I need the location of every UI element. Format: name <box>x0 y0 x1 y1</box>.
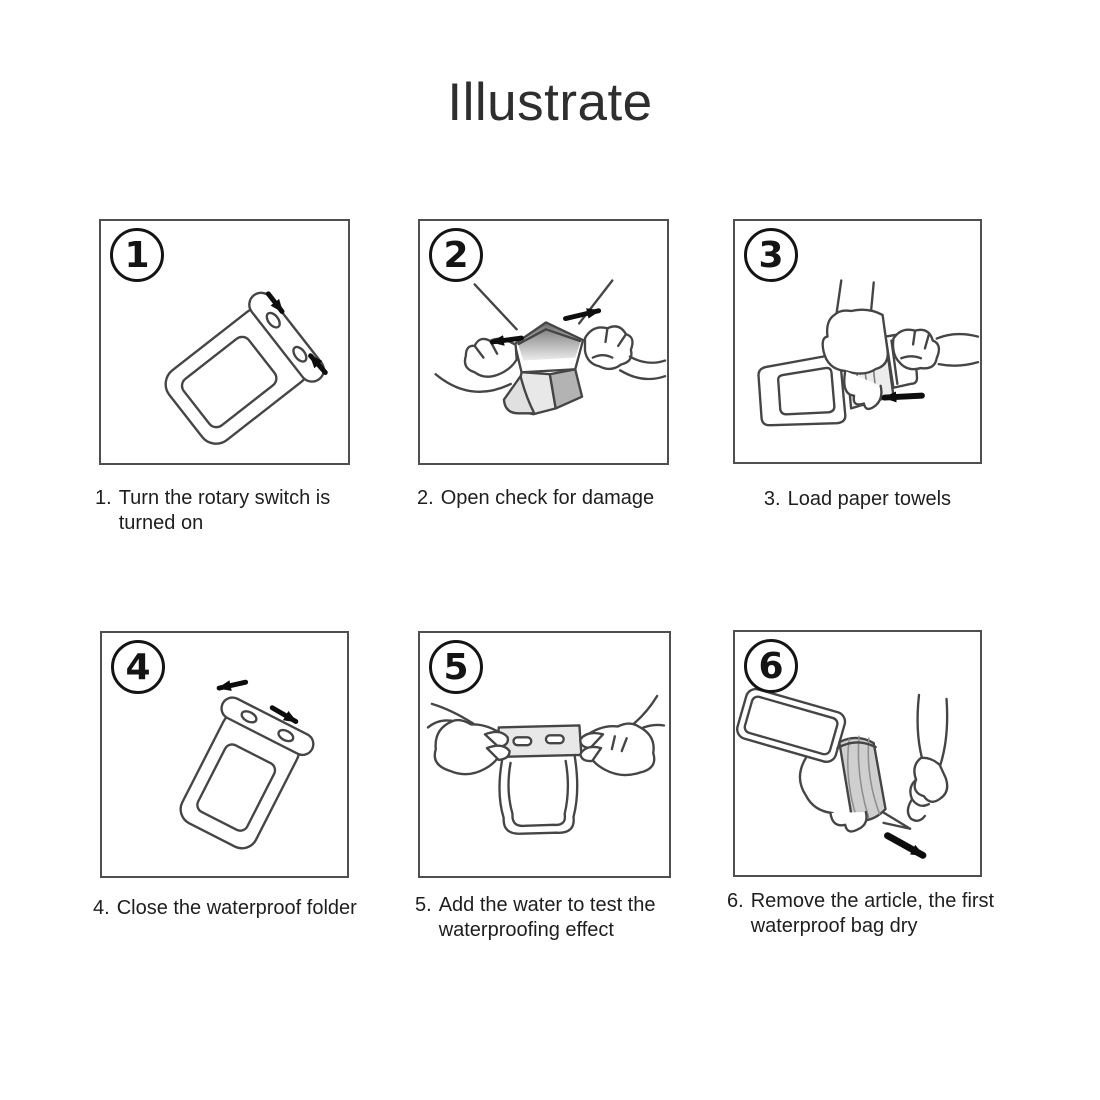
gathered-bag <box>839 738 885 821</box>
removed-item <box>735 687 847 764</box>
caption-step-4 <box>93 896 357 921</box>
left-hand <box>465 339 517 377</box>
caption-line: Remove the article, the first <box>750 890 995 912</box>
caption-step-5 <box>415 893 655 943</box>
caption-number: 3. <box>763 488 781 510</box>
caption-number: 2. <box>417 487 434 509</box>
caption-line: Load paper towels <box>787 488 952 510</box>
page-title: Illustrate <box>447 73 653 132</box>
left-hand <box>823 310 888 374</box>
step-number-badge: 3 <box>744 228 798 282</box>
direction-arrow-icon <box>219 682 246 688</box>
caption-step-1 <box>95 486 330 536</box>
lanyard-cord <box>475 284 517 329</box>
step-panel-5 <box>418 631 671 878</box>
caption-line: waterproofing effect <box>438 919 614 941</box>
step-number-badge: 1 <box>110 228 164 282</box>
caption-number: 1. <box>95 487 112 509</box>
caption-line: Turn the rotary switch is <box>118 487 331 509</box>
caption-step-3 <box>733 487 982 512</box>
direction-arrow-icon <box>565 311 598 319</box>
caption-line: waterproof bag dry <box>750 915 918 937</box>
step-panel-2 <box>418 219 669 465</box>
direction-arrow-icon <box>888 836 923 856</box>
caption-number: 4. <box>93 897 110 919</box>
step-panel-3 <box>733 219 982 464</box>
step-number-badge: 2 <box>429 228 483 282</box>
direction-arrow-icon <box>885 396 922 398</box>
step-panel-6 <box>733 630 982 877</box>
right-hand <box>914 758 947 802</box>
step-number-badge: 4 <box>111 640 165 694</box>
bag-edge <box>883 812 911 829</box>
step-panel-4 <box>100 631 349 878</box>
caption-step-6 <box>727 889 994 939</box>
caption-line: turned on <box>118 512 204 534</box>
step-panel-1 <box>99 219 350 465</box>
step-number-badge: 5 <box>429 640 483 694</box>
caption-number: 6. <box>727 890 744 912</box>
right-hand <box>585 326 633 369</box>
caption-line: Add the water to test the <box>438 894 656 916</box>
caption-line: Close the waterproof folder <box>116 897 357 919</box>
step-number-badge: 6 <box>744 639 798 693</box>
caption-line: Open check for damage <box>440 487 655 509</box>
right-hand <box>893 330 939 369</box>
waterproof-pouch <box>153 288 328 458</box>
caption-number: 5. <box>415 894 432 916</box>
lanyard-cord <box>579 280 612 323</box>
caption-step-2 <box>417 486 654 511</box>
